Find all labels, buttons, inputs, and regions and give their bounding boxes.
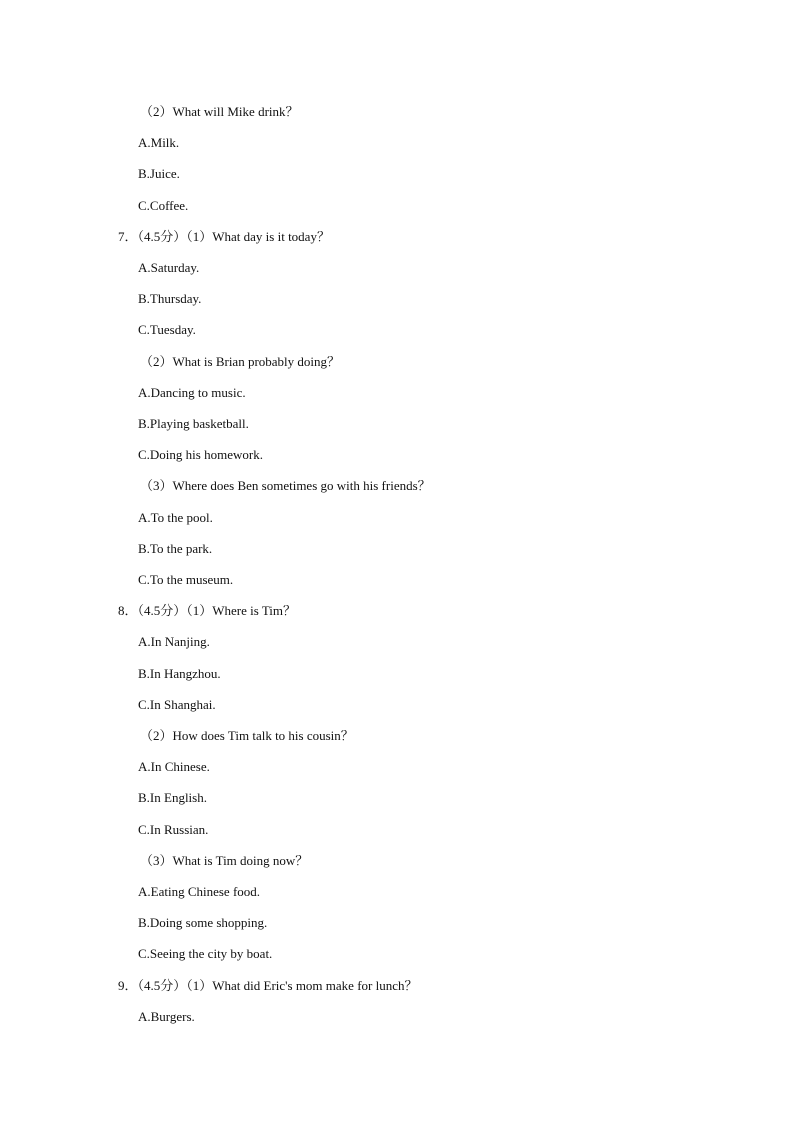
sub-question: （2）What will Mike drink？ (140, 104, 299, 119)
answer-option: A.In Nanjing. (138, 634, 210, 649)
answer-option: A.Dancing to music. (138, 385, 246, 400)
answer-option: A.Eating Chinese food. (138, 884, 261, 899)
answer-option: A.To the pool. (138, 510, 213, 525)
answer-option: A.Saturday. (138, 260, 200, 275)
sub-question: （3）What is Tim doing now？ (140, 853, 309, 868)
sub-question: （2）What is Brian probably doing？ (140, 354, 341, 369)
answer-option: C.Doing his homework. (138, 447, 263, 462)
answer-option: C.In Shanghai. (138, 697, 216, 712)
answer-option: A.In Chinese. (138, 759, 210, 774)
answer-option: B.To the park. (138, 541, 213, 556)
answer-option: A.Milk. (138, 135, 180, 150)
answer-option: B.Thursday. (138, 291, 202, 306)
answer-option: C.In Russian. (138, 822, 209, 837)
question-heading: 8．（4.5分）（1）Where is Tim？ (118, 603, 297, 618)
question-heading: 7．（4.5分）（1）What day is it today？ (118, 229, 330, 244)
answer-option: C.Seeing the city by boat. (138, 946, 273, 961)
answer-option: C.To the museum. (138, 572, 234, 587)
answer-option: C.Tuesday. (138, 322, 196, 337)
answer-option: A.Burgers. (138, 1009, 195, 1024)
sub-question: （3）Where does Ben sometimes go with his friends？ (140, 478, 431, 493)
answer-option: B.Doing some shopping. (138, 915, 268, 930)
answer-option: B.Juice. (138, 166, 180, 181)
sub-question: （2）How does Tim talk to his cousin？ (140, 728, 354, 743)
answer-option: B.In Hangzhou. (138, 666, 221, 681)
answer-option: B.Playing basketball. (138, 416, 249, 431)
question-heading: 9．（4.5分）（1）What did Eric's mom make for lunch？ (118, 978, 418, 993)
answer-option: C.Coffee. (138, 198, 189, 213)
answer-option: B.In English. (138, 790, 207, 805)
